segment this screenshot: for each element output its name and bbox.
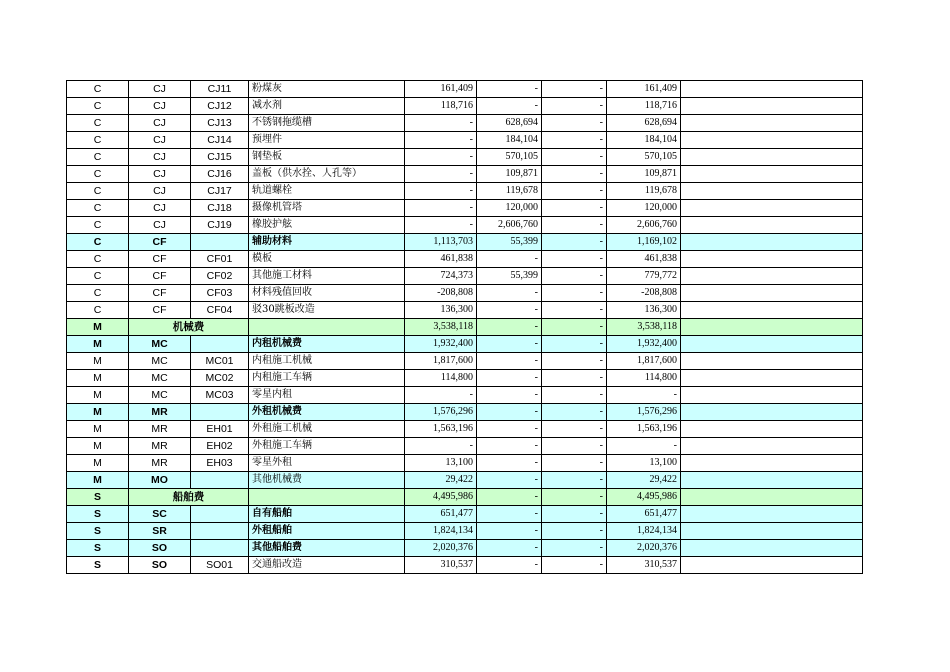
amount-col2-cell: -: [477, 506, 542, 523]
table-row: [67, 251, 863, 268]
code-level3-cell: CF03: [191, 285, 249, 302]
category-name-cell: 船舶费: [129, 489, 249, 506]
amount-col1-cell: 13,100: [405, 455, 477, 472]
remarks-cell: [681, 268, 863, 285]
item-name-cell: 外租施工车辆: [249, 438, 405, 455]
amount-col3-cell: -: [542, 557, 607, 574]
code-level3-cell: [191, 404, 249, 421]
amount-col3-cell: -: [542, 370, 607, 387]
code-level1-cell: M: [67, 455, 129, 472]
code-level1-cell: C: [67, 200, 129, 217]
code-level1-cell: M: [67, 353, 129, 370]
code-level3-cell: [191, 540, 249, 557]
item-name-cell: 减水剂: [249, 98, 405, 115]
amount-total-cell: 120,000: [607, 200, 681, 217]
item-name-cell: 预埋件: [249, 132, 405, 149]
amount-col2-cell: -: [477, 540, 542, 557]
amount-total-cell: 2,606,760: [607, 217, 681, 234]
amount-total-cell: 109,871: [607, 166, 681, 183]
amount-total-cell: 461,838: [607, 251, 681, 268]
table-row: [67, 98, 863, 115]
remarks-cell: [681, 438, 863, 455]
remarks-cell: [681, 149, 863, 166]
amount-total-cell: 184,104: [607, 132, 681, 149]
amount-col3-cell: -: [542, 149, 607, 166]
code-level2-cell: MC: [129, 336, 191, 353]
code-level2-cell: MC: [129, 353, 191, 370]
code-level1-cell: S: [67, 540, 129, 557]
table-row: [67, 404, 863, 421]
code-level3-cell: MC03: [191, 387, 249, 404]
amount-col2-cell: 55,399: [477, 234, 542, 251]
code-level1-cell: C: [67, 132, 129, 149]
table-row: [67, 370, 863, 387]
item-name-cell: 内租施工机械: [249, 353, 405, 370]
code-level1-cell: C: [67, 183, 129, 200]
amount-col2-cell: -: [477, 251, 542, 268]
amount-col1-cell: 1,563,196: [405, 421, 477, 438]
table-row: [67, 81, 863, 98]
amount-col2-cell: -: [477, 98, 542, 115]
item-name-cell: 其他船舶费: [249, 540, 405, 557]
amount-col2-cell: -: [477, 472, 542, 489]
table-row: [67, 421, 863, 438]
amount-col3-cell: -: [542, 234, 607, 251]
amount-total-cell: 651,477: [607, 506, 681, 523]
item-name-cell: 粉煤灰: [249, 81, 405, 98]
code-level2-cell: CJ: [129, 149, 191, 166]
amount-col1-cell: -: [405, 132, 477, 149]
amount-total-cell: 1,817,600: [607, 353, 681, 370]
amount-col2-cell: -: [477, 319, 542, 336]
amount-col2-cell: -: [477, 387, 542, 404]
amount-col2-cell: -: [477, 285, 542, 302]
amount-col1-cell: -208,808: [405, 285, 477, 302]
table-row: [67, 115, 863, 132]
code-level3-cell: CF02: [191, 268, 249, 285]
code-level1-cell: S: [67, 489, 129, 506]
amount-col1-cell: 724,373: [405, 268, 477, 285]
amount-col1-cell: 114,800: [405, 370, 477, 387]
remarks-cell: [681, 200, 863, 217]
amount-col3-cell: -: [542, 183, 607, 200]
amount-col2-cell: -: [477, 557, 542, 574]
amount-total-cell: 779,772: [607, 268, 681, 285]
code-level3-cell: MC02: [191, 370, 249, 387]
code-level2-cell: CJ: [129, 166, 191, 183]
code-level2-cell: SO: [129, 557, 191, 574]
amount-col1-cell: 4,495,986: [405, 489, 477, 506]
amount-col3-cell: -: [542, 319, 607, 336]
code-level2-cell: MC: [129, 370, 191, 387]
remarks-cell: [681, 455, 863, 472]
amount-col1-cell: -: [405, 438, 477, 455]
item-name-cell: 钢垫板: [249, 149, 405, 166]
amount-col1-cell: 29,422: [405, 472, 477, 489]
code-level3-cell: CJ14: [191, 132, 249, 149]
amount-col3-cell: -: [542, 387, 607, 404]
amount-col1-cell: 461,838: [405, 251, 477, 268]
remarks-cell: [681, 166, 863, 183]
amount-col2-cell: -: [477, 81, 542, 98]
code-level1-cell: C: [67, 251, 129, 268]
amount-col3-cell: -: [542, 115, 607, 132]
item-name-cell: 橡胶护舷: [249, 217, 405, 234]
amount-col2-cell: -: [477, 489, 542, 506]
code-level3-cell: CJ12: [191, 98, 249, 115]
code-level2-cell: SR: [129, 523, 191, 540]
item-name-cell: 内租施工车辆: [249, 370, 405, 387]
amount-total-cell: 1,169,102: [607, 234, 681, 251]
table-row: [67, 268, 863, 285]
code-level3-cell: CJ13: [191, 115, 249, 132]
amount-col3-cell: -: [542, 132, 607, 149]
table-row: [67, 200, 863, 217]
amount-col2-cell: -: [477, 370, 542, 387]
code-level2-cell: CF: [129, 251, 191, 268]
amount-col2-cell: 628,694: [477, 115, 542, 132]
amount-col2-cell: 2,606,760: [477, 217, 542, 234]
amount-col1-cell: 1,576,296: [405, 404, 477, 421]
remarks-cell: [681, 489, 863, 506]
code-level2-cell: CF: [129, 234, 191, 251]
item-name-cell: 摄像机管塔: [249, 200, 405, 217]
item-name-cell: 其他机械费: [249, 472, 405, 489]
code-level3-cell: [191, 234, 249, 251]
remarks-cell: [681, 336, 863, 353]
amount-total-cell: 628,694: [607, 115, 681, 132]
table-row: [67, 540, 863, 557]
item-name-cell: 材料残值回收: [249, 285, 405, 302]
amount-total-cell: 1,576,296: [607, 404, 681, 421]
code-level3-cell: CJ15: [191, 149, 249, 166]
amount-col2-cell: 119,678: [477, 183, 542, 200]
code-level2-cell: CJ: [129, 217, 191, 234]
amount-col1-cell: 118,716: [405, 98, 477, 115]
code-level2-cell: MR: [129, 438, 191, 455]
table-row: [67, 132, 863, 149]
amount-total-cell: 119,678: [607, 183, 681, 200]
remarks-cell: [681, 285, 863, 302]
table-row: [67, 302, 863, 319]
code-level2-cell: CJ: [129, 81, 191, 98]
amount-total-cell: 1,563,196: [607, 421, 681, 438]
code-level2-cell: MR: [129, 455, 191, 472]
amount-total-cell: 1,932,400: [607, 336, 681, 353]
amount-col3-cell: -: [542, 472, 607, 489]
code-level2-cell: MR: [129, 421, 191, 438]
table-row: [67, 285, 863, 302]
remarks-cell: [681, 370, 863, 387]
amount-col3-cell: -: [542, 217, 607, 234]
code-level1-cell: M: [67, 472, 129, 489]
amount-col3-cell: -: [542, 336, 607, 353]
table-row: [67, 489, 863, 506]
table-row: [67, 149, 863, 166]
code-level3-cell: MC01: [191, 353, 249, 370]
table-row: [67, 166, 863, 183]
table-row: [67, 472, 863, 489]
amount-col3-cell: -: [542, 268, 607, 285]
remarks-cell: [681, 98, 863, 115]
code-level1-cell: C: [67, 302, 129, 319]
table-row: [67, 455, 863, 472]
code-level1-cell: S: [67, 506, 129, 523]
amount-col3-cell: -: [542, 421, 607, 438]
amount-col1-cell: 1,817,600: [405, 353, 477, 370]
amount-col2-cell: 570,105: [477, 149, 542, 166]
amount-total-cell: 570,105: [607, 149, 681, 166]
code-level3-cell: CJ17: [191, 183, 249, 200]
amount-col2-cell: 55,399: [477, 268, 542, 285]
amount-col2-cell: 120,000: [477, 200, 542, 217]
amount-col1-cell: 310,537: [405, 557, 477, 574]
amount-total-cell: 1,824,134: [607, 523, 681, 540]
amount-col3-cell: -: [542, 540, 607, 557]
code-level3-cell: [191, 523, 249, 540]
amount-col1-cell: 161,409: [405, 81, 477, 98]
code-level3-cell: EH03: [191, 455, 249, 472]
amount-col3-cell: -: [542, 81, 607, 98]
remarks-cell: [681, 81, 863, 98]
table-row: [67, 387, 863, 404]
code-level1-cell: C: [67, 285, 129, 302]
code-level1-cell: C: [67, 268, 129, 285]
amount-col1-cell: -: [405, 217, 477, 234]
amount-col3-cell: -: [542, 438, 607, 455]
amount-col2-cell: -: [477, 353, 542, 370]
item-name-cell: [249, 489, 405, 506]
remarks-cell: [681, 557, 863, 574]
code-level1-cell: C: [67, 166, 129, 183]
remarks-cell: [681, 353, 863, 370]
amount-col3-cell: -: [542, 302, 607, 319]
code-level3-cell: SO01: [191, 557, 249, 574]
code-level1-cell: C: [67, 149, 129, 166]
amount-col2-cell: -: [477, 302, 542, 319]
amount-col1-cell: -: [405, 387, 477, 404]
amount-col3-cell: -: [542, 353, 607, 370]
amount-col2-cell: 184,104: [477, 132, 542, 149]
category-name-cell: 机械费: [129, 319, 249, 336]
amount-col1-cell: 2,020,376: [405, 540, 477, 557]
code-level1-cell: S: [67, 557, 129, 574]
amount-col2-cell: -: [477, 336, 542, 353]
amount-col2-cell: -: [477, 421, 542, 438]
code-level1-cell: C: [67, 81, 129, 98]
amount-col1-cell: 651,477: [405, 506, 477, 523]
remarks-cell: [681, 115, 863, 132]
amount-col1-cell: 1,113,703: [405, 234, 477, 251]
code-level2-cell: CJ: [129, 183, 191, 200]
remarks-cell: [681, 421, 863, 438]
code-level2-cell: CJ: [129, 200, 191, 217]
code-level1-cell: M: [67, 438, 129, 455]
code-level3-cell: [191, 336, 249, 353]
item-name-cell: 轨道螺栓: [249, 183, 405, 200]
item-name-cell: 自有船舶: [249, 506, 405, 523]
code-level3-cell: CJ11: [191, 81, 249, 98]
amount-col1-cell: 3,538,118: [405, 319, 477, 336]
table-row: [67, 234, 863, 251]
item-name-cell: 外租机械费: [249, 404, 405, 421]
code-level2-cell: MO: [129, 472, 191, 489]
code-level3-cell: [191, 506, 249, 523]
code-level2-cell: CJ: [129, 98, 191, 115]
table-row: [67, 183, 863, 200]
table-row: [67, 506, 863, 523]
table-row: [67, 319, 863, 336]
remarks-cell: [681, 404, 863, 421]
amount-col3-cell: -: [542, 506, 607, 523]
remarks-cell: [681, 217, 863, 234]
remarks-cell: [681, 540, 863, 557]
amount-total-cell: -: [607, 387, 681, 404]
amount-col1-cell: -: [405, 149, 477, 166]
table-row: [67, 353, 863, 370]
remarks-cell: [681, 472, 863, 489]
amount-total-cell: 136,300: [607, 302, 681, 319]
amount-col1-cell: 1,824,134: [405, 523, 477, 540]
code-level1-cell: M: [67, 336, 129, 353]
code-level2-cell: CJ: [129, 115, 191, 132]
table-row: [67, 557, 863, 574]
code-level2-cell: CF: [129, 268, 191, 285]
code-level1-cell: M: [67, 319, 129, 336]
item-name-cell: [249, 319, 405, 336]
amount-col1-cell: -: [405, 183, 477, 200]
code-level2-cell: SC: [129, 506, 191, 523]
item-name-cell: 交通船改造: [249, 557, 405, 574]
code-level1-cell: M: [67, 370, 129, 387]
amount-total-cell: -208,808: [607, 285, 681, 302]
code-level2-cell: SO: [129, 540, 191, 557]
remarks-cell: [681, 506, 863, 523]
amount-col2-cell: -: [477, 455, 542, 472]
amount-total-cell: 118,716: [607, 98, 681, 115]
code-level1-cell: C: [67, 217, 129, 234]
amount-col2-cell: -: [477, 404, 542, 421]
code-level1-cell: C: [67, 98, 129, 115]
remarks-cell: [681, 132, 863, 149]
item-name-cell: 盖板（供水拴、人孔等）: [249, 166, 405, 183]
item-name-cell: 辅助材料: [249, 234, 405, 251]
amount-total-cell: 2,020,376: [607, 540, 681, 557]
amount-col3-cell: -: [542, 200, 607, 217]
code-level2-cell: CF: [129, 285, 191, 302]
table-row: [67, 217, 863, 234]
amount-col2-cell: 109,871: [477, 166, 542, 183]
amount-total-cell: -: [607, 438, 681, 455]
item-name-cell: 其他施工材料: [249, 268, 405, 285]
code-level3-cell: [191, 472, 249, 489]
code-level2-cell: MC: [129, 387, 191, 404]
item-name-cell: 外租施工机械: [249, 421, 405, 438]
code-level3-cell: EH01: [191, 421, 249, 438]
item-name-cell: 外租船舶: [249, 523, 405, 540]
amount-col2-cell: -: [477, 438, 542, 455]
code-level3-cell: CJ19: [191, 217, 249, 234]
amount-col1-cell: 1,932,400: [405, 336, 477, 353]
amount-total-cell: 13,100: [607, 455, 681, 472]
amount-col3-cell: -: [542, 98, 607, 115]
remarks-cell: [681, 302, 863, 319]
code-level3-cell: EH02: [191, 438, 249, 455]
amount-total-cell: 29,422: [607, 472, 681, 489]
item-name-cell: 不锈钢拖缆槽: [249, 115, 405, 132]
cost-table: [66, 80, 863, 574]
remarks-cell: [681, 523, 863, 540]
amount-col3-cell: -: [542, 455, 607, 472]
amount-col3-cell: -: [542, 166, 607, 183]
remarks-cell: [681, 251, 863, 268]
item-name-cell: 内租机械费: [249, 336, 405, 353]
code-level1-cell: C: [67, 234, 129, 251]
amount-col3-cell: -: [542, 251, 607, 268]
code-level2-cell: MR: [129, 404, 191, 421]
amount-total-cell: 310,537: [607, 557, 681, 574]
code-level1-cell: C: [67, 115, 129, 132]
amount-col3-cell: -: [542, 285, 607, 302]
code-level3-cell: CF04: [191, 302, 249, 319]
item-name-cell: 模板: [249, 251, 405, 268]
code-level1-cell: M: [67, 404, 129, 421]
table-row: [67, 336, 863, 353]
remarks-cell: [681, 234, 863, 251]
table-row: [67, 523, 863, 540]
code-level3-cell: CJ18: [191, 200, 249, 217]
amount-col1-cell: -: [405, 166, 477, 183]
amount-col1-cell: -: [405, 115, 477, 132]
code-level3-cell: CJ16: [191, 166, 249, 183]
item-name-cell: 零星外租: [249, 455, 405, 472]
code-level1-cell: S: [67, 523, 129, 540]
code-level2-cell: CJ: [129, 132, 191, 149]
table-row: [67, 438, 863, 455]
item-name-cell: 零星内租: [249, 387, 405, 404]
remarks-cell: [681, 387, 863, 404]
code-level3-cell: CF01: [191, 251, 249, 268]
item-name-cell: 驳30跳板改造: [249, 302, 405, 319]
remarks-cell: [681, 183, 863, 200]
amount-col2-cell: -: [477, 523, 542, 540]
amount-col3-cell: -: [542, 489, 607, 506]
amount-total-cell: 161,409: [607, 81, 681, 98]
code-level1-cell: M: [67, 387, 129, 404]
amount-total-cell: 114,800: [607, 370, 681, 387]
code-level2-cell: CF: [129, 302, 191, 319]
amount-total-cell: 4,495,986: [607, 489, 681, 506]
code-level1-cell: M: [67, 421, 129, 438]
remarks-cell: [681, 319, 863, 336]
amount-total-cell: 3,538,118: [607, 319, 681, 336]
amount-col1-cell: 136,300: [405, 302, 477, 319]
amount-col3-cell: -: [542, 523, 607, 540]
amount-col3-cell: -: [542, 404, 607, 421]
amount-col1-cell: -: [405, 200, 477, 217]
